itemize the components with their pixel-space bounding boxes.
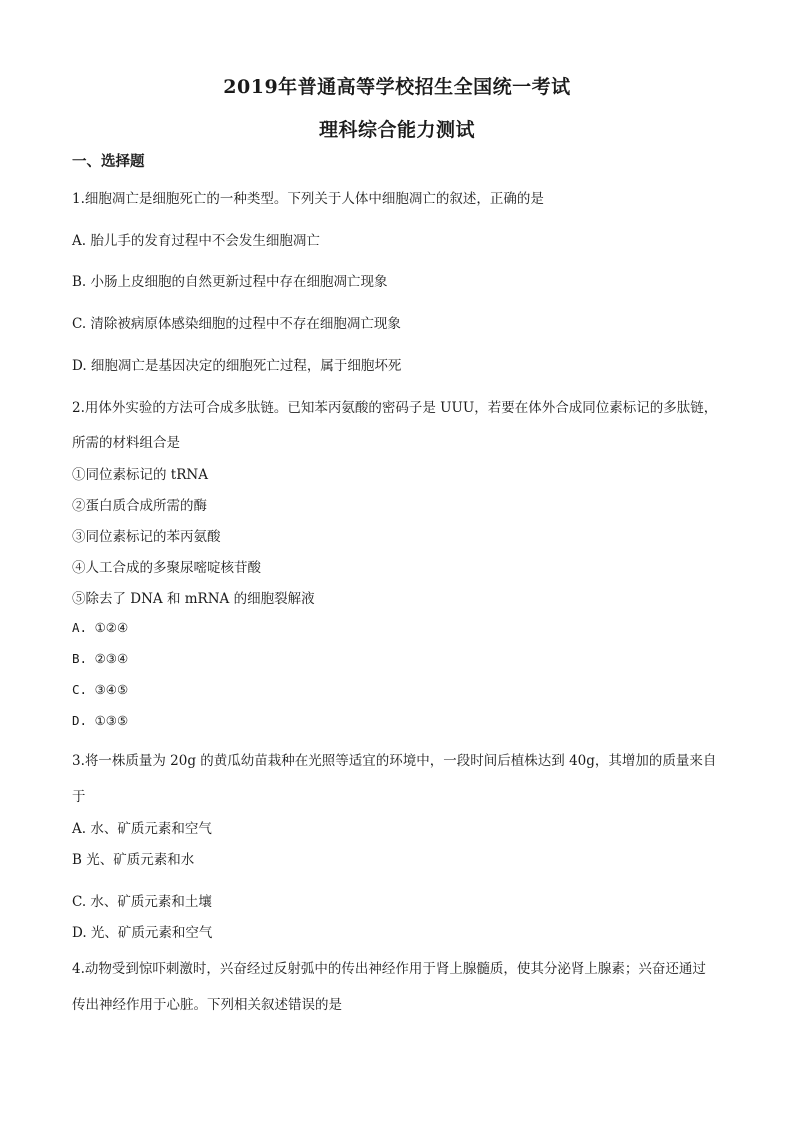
exam-title: 2019年普通高等学校招生全国统一考试 (223, 76, 571, 98)
option-a: A. 胎儿手的发育过程中不会发生细胞凋亡 (72, 233, 320, 249)
question-stem-line-2: 传出神经作用于心脏。下列相关叙述错误的是 (72, 997, 342, 1013)
material-item-3: ③同位素标记的苯丙氨酸 (72, 529, 221, 545)
option-c: C. 水、矿质元素和土壤 (72, 894, 212, 910)
option-c: C. ③④⑤ (72, 682, 129, 697)
option-b: B. 小肠上皮细胞的自然更新过程中存在细胞凋亡现象 (72, 274, 388, 290)
question-stem-line-1: 2.用体外实验的方法可合成多肽链。已知苯丙氨酸的密码子是 UUU，若要在体外合成同位素标记的多肽链， (72, 400, 718, 416)
option-a: A. 水、矿质元素和空气 (72, 821, 212, 837)
question-stem-line-1: 3.将一株质量为 20g 的黄瓜幼苗栽种在光照等适宜的环境中，一段时间后植株达到 40g，其增加的质量来自 (72, 753, 717, 769)
option-b: B. ②③④ (72, 651, 129, 666)
section-heading: 一、选择题 (72, 153, 145, 170)
material-item-5: ⑤除去了 DNA 和 mRNA 的细胞裂解液 (72, 591, 315, 607)
material-item-1: ①同位素标记的 tRNA (72, 467, 208, 483)
material-item-2: ②蛋白质合成所需的酶 (72, 498, 207, 514)
option-c: C. 清除被病原体感染细胞的过程中不存在细胞凋亡现象 (72, 316, 401, 332)
option-d: D. ①③⑤ (72, 713, 129, 728)
question-stem-line-2: 所需的材料组合是 (72, 435, 180, 451)
question-stem: 1.细胞凋亡是细胞死亡的一种类型。下列关于人体中细胞凋亡的叙述，正确的是 (72, 191, 544, 207)
question-stem-line-1: 4.动物受到惊吓刺激时，兴奋经过反射弧中的传出神经作用于肾上腺髓质，使其分泌肾上腺素；兴奋还通过 (72, 961, 706, 977)
exam-subtitle: 理科综合能力测试 (318, 119, 475, 141)
material-item-4: ④人工合成的多聚尿嘧啶核苷酸 (72, 560, 261, 576)
question-stem-line-2: 于 (72, 789, 86, 805)
option-d: D. 细胞凋亡是基因决定的细胞死亡过程，属于细胞坏死 (72, 358, 402, 374)
option-b: B 光、矿质元素和水 (72, 852, 195, 868)
option-a: A. ①②④ (72, 620, 129, 635)
option-d: D. 光、矿质元素和空气 (72, 925, 213, 941)
